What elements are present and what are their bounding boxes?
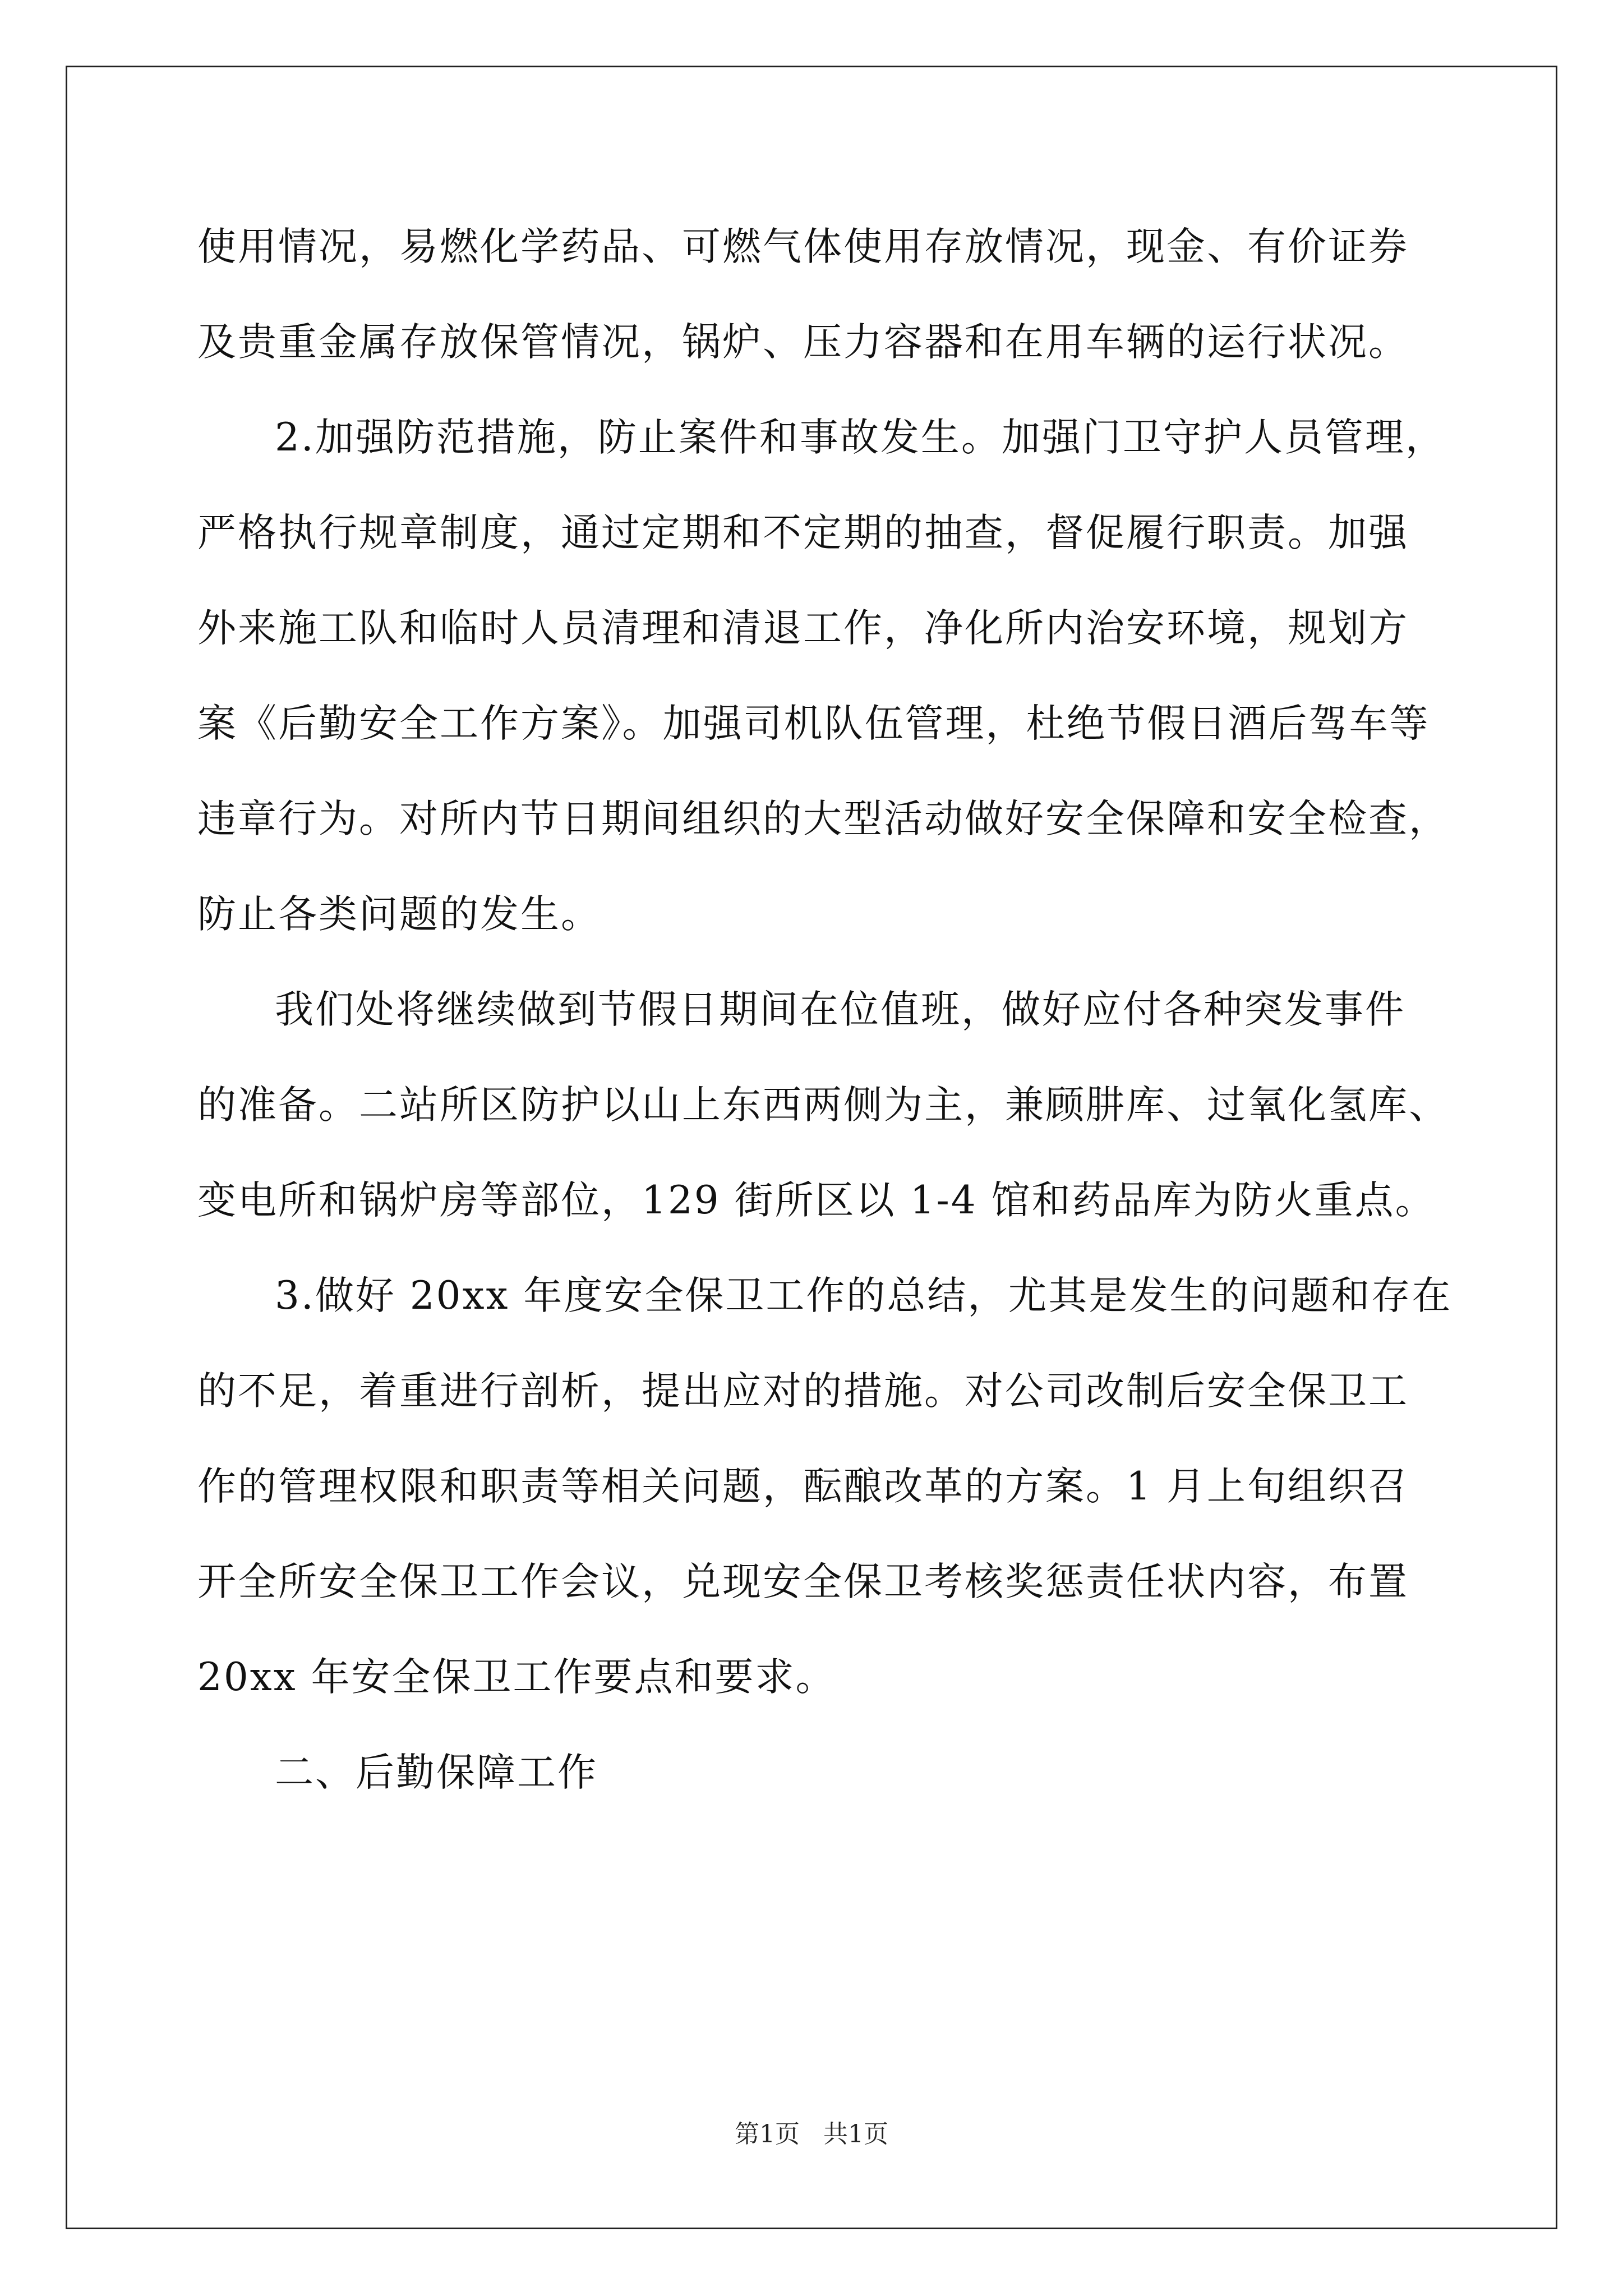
page-border: [66, 66, 1557, 2229]
paragraph-start-line: 3.做好 20xx 年度安全保卫工作的总结，尤其是发生的问题和存在: [275, 1273, 1453, 1318]
text-line: 外来施工队和临时人员清理和清退工作，净化所内治安环境，规划方: [197, 606, 1409, 651]
paragraph-start-line: 我们处将继续做到节假日期间在位值班，做好应付各种突发事件: [275, 987, 1405, 1032]
paragraph-start-line: 2.加强防范措施，防止案件和事故发生。加强门卫守护人员管理，: [275, 415, 1446, 460]
text-line: 案《后勤安全工作方案》。加强司机队伍管理，杜绝节假日酒后驾车等: [197, 701, 1430, 746]
page-footer: 第1页 共1页: [735, 2120, 888, 2148]
section-heading: 二、后勤保障工作: [275, 1750, 598, 1795]
text-line: 及贵重金属存放保管情况，锅炉、压力容器和在用车辆的运行状况。: [197, 320, 1409, 365]
text-line: 防止各类问题的发生。: [197, 892, 601, 937]
text-line: 20xx 年安全保卫工作要点和要求。: [197, 1655, 836, 1700]
text-line: 的不足，着重进行剖析，提出应对的措施。对公司改制后安全保卫工: [197, 1369, 1409, 1414]
text-line: 违章行为。对所内节日期间组织的大型活动做好安全保障和安全检查，: [197, 797, 1449, 841]
text-line: 开全所安全保卫工作会议，兑现安全保卫考核奖惩责任状内容，布置: [197, 1559, 1409, 1604]
text-line: 作的管理权限和职责等相关问题，酝酿改革的方案。1 月上旬组织召: [197, 1464, 1409, 1509]
text-line: 的准备。二站所区防护以山上东西两侧为主，兼顾肼库、过氧化氢库、: [197, 1083, 1449, 1128]
text-line: 严格执行规章制度，通过定期和不定期的抽查，督促履行职责。加强: [197, 510, 1409, 555]
text-line: 变电所和锅炉房等部位，129 街所区以 1-4 馆和药品库为防火重点。: [197, 1178, 1436, 1223]
text-line: 使用情况，易燃化学药品、可燃气体使用存放情况，现金、有价证券: [197, 224, 1409, 269]
